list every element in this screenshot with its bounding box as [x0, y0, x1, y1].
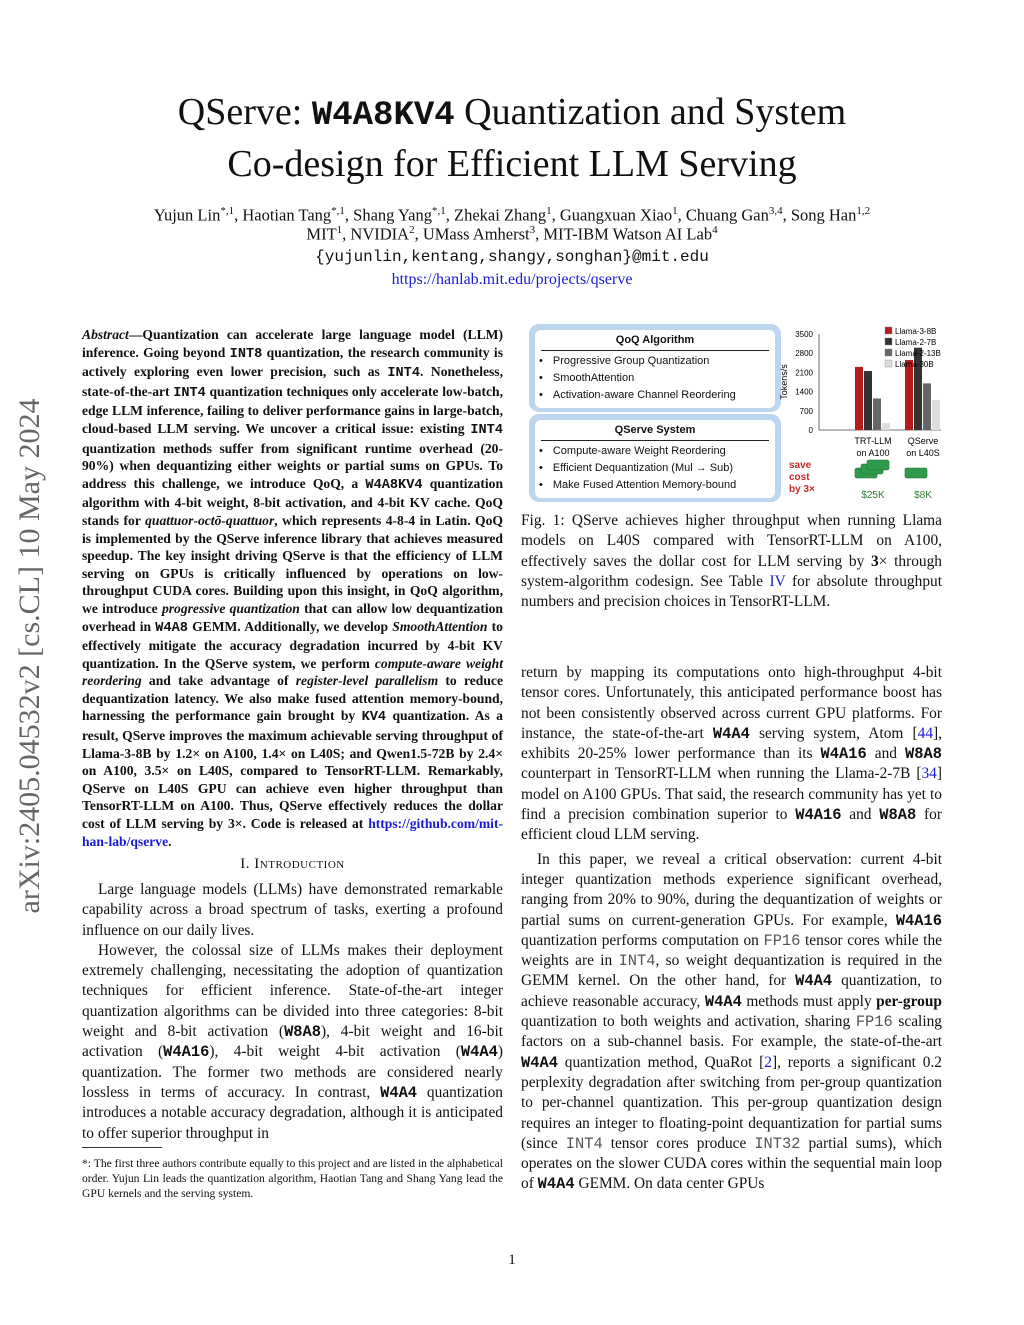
affiliation: NVIDIA [350, 224, 410, 244]
footnote: *: The first three authors contribute equally to this project and are listed in the alphabetical order. Yujun Lin leads the quantization algorithm, Haotian Tang and Shang Yang lead the GPU kernels and the serving system. [82, 1157, 503, 1200]
y-axis-label: Tokens/s [779, 364, 789, 400]
bar [923, 383, 931, 430]
author-name: Zhekai Zhang [454, 205, 547, 225]
author-name: Guangxuan Xiao [559, 205, 673, 225]
author-sup: 1,2 [856, 205, 871, 217]
save-cost-label: save cost by 3× [789, 460, 815, 495]
author-sup: 3,4 [768, 205, 783, 217]
author-emails: {yujunlin,kentang,shangy,songhan}@mit.edu [315, 248, 709, 266]
legend-swatch [885, 338, 892, 345]
code-link[interactable]: https://github.com/mit-han-lab/qserve [82, 816, 503, 849]
page-number: 1 [508, 1252, 516, 1268]
throughput-chart [775, 322, 945, 502]
x-tick-label: QServe [907, 436, 939, 446]
qoq-panel [529, 324, 781, 412]
bar [873, 398, 881, 430]
price-label: $25K [861, 490, 885, 501]
intro-right: return by mapping its computations onto high-throughput 4-bit tensor cores. Unfortunately, this anticipated performance boost has not been consistently observed across current GPU platforms. For instance, the state-of-the-art W4A4 serving system, Atom [44], exhibits 20-25% lower performance than its W4A16 and W8A8 counterpart in TensorRT-LLM when running the Llama-2-7B [34] model on A100 GPUs. That said, the research community has yet to find a precision combination superior to W4A16 and W8A8 for efficient cloud LLM serving. In this paper, we reveal a critical observation: current 4-bit integer quantization methods experience significant overhead, ranging from 20% to 90%, during the dequantization of weights or partial sums on current-generation GPUs. For example, W4A16 quantization performs computation on FP16 tensor cores while the weights are in INT4, so weight dequantization is required in the GEMM kernel. On the other hand, for W4A4 quantization, to achieve reasonable accuracy, W4A4 methods must apply per-group quantization to both weights and activation, sharing FP16 scaling factors on a sub-channel basis. For example, the state-of-the-art W4A4 quantization method, QuaRot [2], reports a significant 0.2 perplexity degradation after switching from per-group quantization to per-channel quantization. This per-group quantization design requires an integer to floating-point dequantization for partial sums (since INT4 tensor cores produce INT32 partial sums), which operates on the slower CUDA cores within the sequential main loop of W4A4 GEMM. On data center GPUs [521, 664, 943, 1194]
paper-title: QServe: W4A8KV4 Quantization and System Co-design for Efficient LLM Serving [177, 91, 847, 185]
qserve-title: QServe System [614, 424, 696, 436]
qserve-list [535, 443, 775, 494]
qoq-title: QoQ Algorithm [615, 334, 695, 346]
author-name: Haotian Tang [242, 205, 332, 225]
figure-caption: Fig. 1: QServe achieves higher throughput when running Llama models on L40S compared with TensorRT-LLM on A100, effectively saves the dollar cost for LLM serving by 3× through system-algorithm codesign. See Table IV for absolute throughput numbers and precision choices in TensorRT-LLM. [521, 512, 943, 611]
x-tick-label: on L40S [906, 448, 940, 458]
figure-list-item: • Activation-aware Channel Reordering [535, 387, 775, 404]
bar [855, 367, 863, 430]
author-name: Shang Yang [353, 205, 433, 225]
qoq-list [535, 353, 775, 404]
y-tick-label: 700 [799, 406, 813, 416]
figure-1 [521, 322, 945, 502]
legend-swatch [885, 349, 892, 356]
intro-left: Large language models (LLMs) have demonstrated remarkable capability across a broad spectrum of tasks, exerting a profound influence on our daily lives. However, the colossal size of LLMs makes their deployment extremely challenging, necessitating the adoption of quantization techniques for efficient inference. State-of-the-art integer quantization algorithms can be divided into three categories: 8-bit weight and 8-bit activation (W8A8), 4-bit weight and 16-bit activation (W4A16), 4-bit weight 4-bit activation (W4A4) quantization. The former two methods are considered nearly lossless in terms of accuracy. In contrast, W4A4 quantization introduces a notable accuracy degradation, although it is anticipated to offer superior throughput in [82, 881, 504, 1142]
affiliation-sup: 1 [336, 224, 343, 236]
y-tick-label: 1400 [795, 387, 813, 397]
figure-list-item: • SmoothAttention [535, 370, 775, 387]
affiliation-sup: 2 [409, 224, 415, 236]
footnote-rule [82, 1147, 162, 1148]
bar [932, 400, 940, 430]
y-tick-label: 0 [808, 426, 813, 435]
legend-swatch [885, 360, 892, 367]
affiliation: MIT [306, 224, 337, 244]
figure-list-item: • Compute-aware Weight Reordering [535, 443, 775, 460]
section-heading: I. Introduction [240, 856, 345, 872]
bar [864, 371, 872, 430]
money-icon [905, 468, 927, 478]
author-sup: 1 [672, 205, 678, 217]
author-name: Yujun Lin [153, 205, 221, 225]
y-tick-label: 3500 [795, 330, 813, 339]
money-icon [867, 460, 889, 470]
author-sup: *,1 [220, 205, 235, 217]
x-tick-label: on A100 [856, 448, 890, 458]
legend-label: Llama-3-8B [895, 327, 937, 336]
affiliations: MIT$^1$, NVIDIA$^2$, UMass Amherst$^3$, MIT-IBM Watson AI Lab$^4$ [306, 224, 718, 244]
project-url[interactable]: https://hanlab.mit.edu/projects/qserve [391, 271, 633, 288]
figure-list-item: • Progressive Group Quantization [535, 353, 775, 370]
legend-label: Llama-2-7B [895, 338, 937, 347]
bar [882, 423, 890, 430]
price-label: $8K [914, 490, 932, 501]
bar [905, 360, 913, 430]
affiliation-sup: 3 [529, 224, 536, 236]
legend-label: Llama-30B [895, 360, 934, 369]
qserve-panel [529, 414, 781, 502]
affiliation: MIT-IBM Watson AI Lab [543, 224, 713, 244]
abstract: Abstract—Quantization can accelerate large language model (LLM) inference. Going beyond INT8 quantization, the research community is actively exploring even lower precision, such as INT4. Nonetheless, state-of-the-art INT4 quantization techniques only accelerate low-batch, edge LLM inference, failing to deliver performance gains in large-batch, cloud-based LLM serving. We uncover a critical issue: existing INT4 quantization methods suffer from significant runtime overhead (20-90%) when dequantizing either weights or partial sums on GPUs. To address this challenge, we introduce QoQ, a W4A8KV4 quantization algorithm with 4-bit weight, 8-bit activation, and 4-bit KV cache. QoQ stands for quattuor-octō-quattuor, which represents 4-8-4 in Latin. QoQ is implemented by the QServe inference library that achieves measured speedup. The key insight driving QServe is that the efficiency of LLM serving on GPUs is critically influenced by operations on low-throughput CUDA cores. Building upon this insight, in QoQ algorithm, we introduce progressive quantization that can allow low dequantization overhead in W4A8 GEMM. Additionally, we develop SmoothAttention to effectively mitigate the accuracy degradation incurred by 4-bit KV quantization. In the QServe system, we perform compute-aware weight reordering and take advantage of register-level parallelism to reduce dequantization latency. We also make fused attention memory-bound, harnessing the performance gain brought by KV4 quantization. As a result, QServe improves the maximum achievable serving throughput of Llama-3-8B by 1.2× on A100, 1.4× on L40S; and Qwen1.5-72B by 2.4× on A100, 3.5× on L40S, compared to TensorRT-LLM. Remarkably, QServe on L40S GPU can achieve even higher throughput than TensorRT-LLM on A100. Thus, QServe effectively reduces the dollar cost of LLM serving by 3×. Code is released at https://github.com/mit-han-lab/qserve. [82, 327, 504, 849]
legend-swatch [885, 327, 892, 334]
y-tick-label: 2100 [795, 368, 813, 378]
author-name: Chuang Gan [685, 205, 769, 225]
author-sup: 1 [546, 205, 552, 217]
affiliation: UMass Amherst [422, 224, 530, 244]
author-list: Yujun Lin$^{*,1}$, Haotian Tang$^{*,1}$, Shang Yang$^{*,1}$, Zhekai Zhang$^1$, Guangxuan Xiao$^1$, Chuang Gan$^{3,4}$, Song Han$^{1,2}$ [153, 205, 871, 225]
author-sup: *,1 [331, 205, 345, 217]
author-name: Song Han [790, 205, 857, 225]
figure-list-item: • Efficient Dequantization (Mul → Sub) [535, 460, 775, 477]
figure-list-item: • Make Fused Attention Memory-bound [535, 477, 775, 494]
legend-label: Llama-2-13B [895, 349, 941, 358]
x-tick-label: TRT-LLM [854, 436, 892, 446]
affiliation-sup: 4 [712, 224, 718, 236]
arxiv-identifier: arXiv:2405.04532v2 [cs.CL] 10 May 2024 [13, 398, 46, 914]
y-tick-label: 2800 [795, 349, 813, 359]
author-sup: *,1 [432, 205, 446, 217]
